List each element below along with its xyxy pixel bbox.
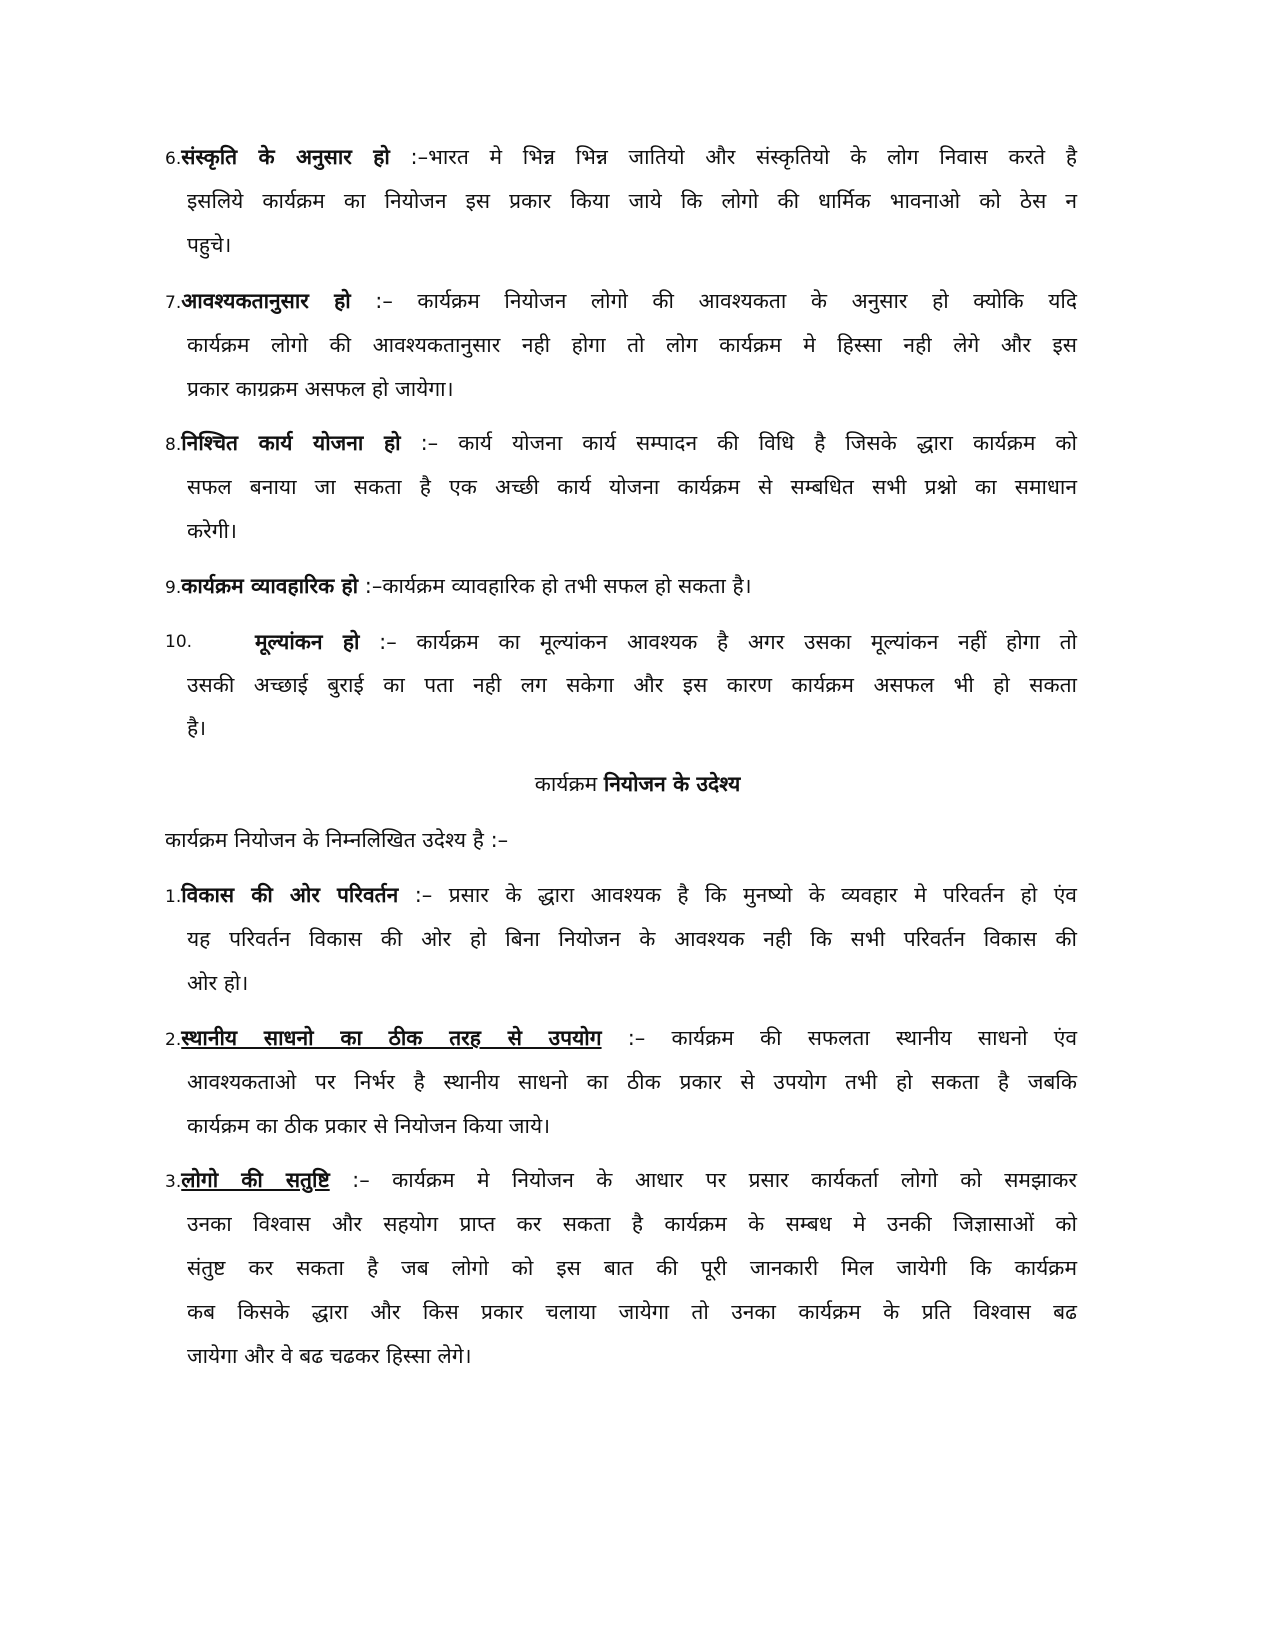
item-10-line-2: उसकी अच्छाई बुराई का पता नही लग सकेगा और इस कारण कार्यक्रम असफल भी हो सकता	[187, 673, 1077, 697]
objective-1-line-1	[165, 880, 1077, 912]
item-7-line-3: प्रकार काग्रक्रम असफल हो जायेगा।	[187, 377, 454, 401]
item-heading: संस्कृति के अनुसार हो	[181, 145, 390, 169]
item-text: कार्यक्रम नियोजन लोगो की आवश्यकता के अनुसार हो क्योकि यदि	[417, 289, 1077, 313]
item-6-line-1	[165, 142, 1077, 174]
item-number: 9.	[165, 578, 182, 598]
item-number: 3.	[165, 1172, 182, 1192]
item-6-line-3: पहुचे।	[187, 233, 232, 257]
item-heading: स्थानीय साधनो का ठीक तरह से उपयोग	[181, 1026, 602, 1050]
item-separator: :–	[358, 574, 383, 598]
objective-1-line-2: यह परिवर्तन विकास की ओर हो बिना नियोजन के आवश्यक नही कि सभी परिवर्तन विकास की	[187, 927, 1077, 951]
item-text: कार्यक्रम की सफलता स्थानीय साधनो एंव	[671, 1026, 1077, 1050]
objective-2-line-1	[165, 1023, 1077, 1055]
section-title	[0, 769, 1275, 799]
item-number: 7.	[165, 293, 182, 313]
item-6-line-2: इसलिये कार्यक्रम का नियोजन इस प्रकार किया जाये कि लोगो की धार्मिक भावनाओ को ठेस न	[187, 189, 1077, 213]
item-7-line-1	[165, 286, 1077, 318]
item-separator: :–	[359, 630, 417, 654]
item-separator: :–	[329, 1168, 393, 1192]
item-10-line-1	[255, 627, 1077, 657]
objective-1-line-3: ओर हो।	[187, 971, 249, 995]
item-separator: :–	[398, 883, 449, 907]
objective-3-line-4: कब किसके द्धारा और किस प्रकार चलाया जायेगा तो उनका कार्यक्रम के प्रति विश्वास बढ	[187, 1300, 1077, 1324]
item-text: प्रसार के द्धारा आवश्यक है कि मुनष्यो के व्यवहार मे परिवर्तन हो एंव	[448, 883, 1077, 907]
item-separator: :–	[389, 145, 429, 169]
item-8-line-2: सफल बनाया जा सकता है एक अच्छी कार्य योजना कार्यक्रम से सम्बधित सभी प्रश्नो का समाधान	[187, 475, 1077, 499]
item-separator: :–	[350, 289, 418, 313]
section-title-plain: कार्यक्रम	[534, 772, 604, 796]
item-text: कार्यक्रम व्यावहारिक हो तभी सफल हो सकता है।	[382, 574, 752, 598]
intro-text: कार्यक्रम नियोजन के निम्नलिखित उदेश्य है :–	[165, 828, 509, 852]
item-number: 8.	[165, 435, 182, 455]
item-text: कार्यक्रम मे नियोजन के आधार पर प्रसार कार्यकर्ता लोगो को समझाकर	[392, 1168, 1077, 1192]
section-title-bold: नियोजन के उदेश्य	[603, 772, 741, 796]
objective-2-line-2: आवश्यकताओ पर निर्भर है स्थानीय साधनो का ठीक प्रकार से उपयोग तभी हो सकता है जबकि	[187, 1070, 1077, 1094]
item-heading: आवश्यकतानुसार हो	[181, 289, 351, 313]
item-number: 1.	[165, 887, 182, 907]
item-9-line-1	[165, 571, 1077, 603]
item-8-line-1	[165, 428, 1077, 460]
objective-2-line-3: कार्यक्रम का ठीक प्रकार से नियोजन किया जाये।	[187, 1114, 551, 1138]
item-text: कार्यक्रम का मूल्यांकन आवश्यक है अगर उसका मूल्यांकन नहीं होगा तो	[416, 630, 1077, 654]
item-heading: मूल्यांकन हो	[255, 630, 360, 654]
objective-3-line-1	[165, 1165, 1077, 1197]
item-heading: निश्चित कार्य योजना हो	[181, 431, 401, 455]
item-heading: लोगो की सतुष्टि	[181, 1168, 330, 1192]
objective-3-line-5: जायेगा और वे बढ चढकर हिस्सा लेगे।	[187, 1344, 472, 1368]
item-text: भारत मे भिन्न भिन्न जातियो और संस्कृतियो के लोग निवास करते है	[428, 145, 1077, 169]
item-8-line-3: करेगी।	[187, 519, 237, 543]
item-separator: :–	[400, 431, 459, 455]
item-7-line-2: कार्यक्रम लोगो की आवश्यकतानुसार नही होगा तो लोग कार्यक्रम मे हिस्सा नही लेगे और इस	[187, 333, 1077, 357]
objective-3-line-2: उनका विश्वास और सहयोग प्राप्त कर सकता है कार्यक्रम के सम्बध मे उनकी जिज्ञासाओं को	[187, 1212, 1077, 1236]
item-heading: विकास की ओर परिवर्तन	[181, 883, 399, 907]
item-number: 10.	[165, 632, 193, 652]
item-text: कार्य योजना कार्य सम्पादन की विधि है जिसके द्धारा कार्यक्रम को	[458, 431, 1077, 455]
item-number: 6.	[165, 149, 182, 169]
item-heading: कार्यक्रम व्यावहारिक हो	[181, 574, 359, 598]
item-number: 2.	[165, 1030, 182, 1050]
item-separator: :–	[601, 1026, 672, 1050]
item-10-line-3: है।	[187, 716, 207, 740]
objective-3-line-3: संतुष्ट कर सकता है जब लोगो को इस बात की पूरी जानकारी मिल जायेगी कि कार्यक्रम	[187, 1256, 1077, 1280]
